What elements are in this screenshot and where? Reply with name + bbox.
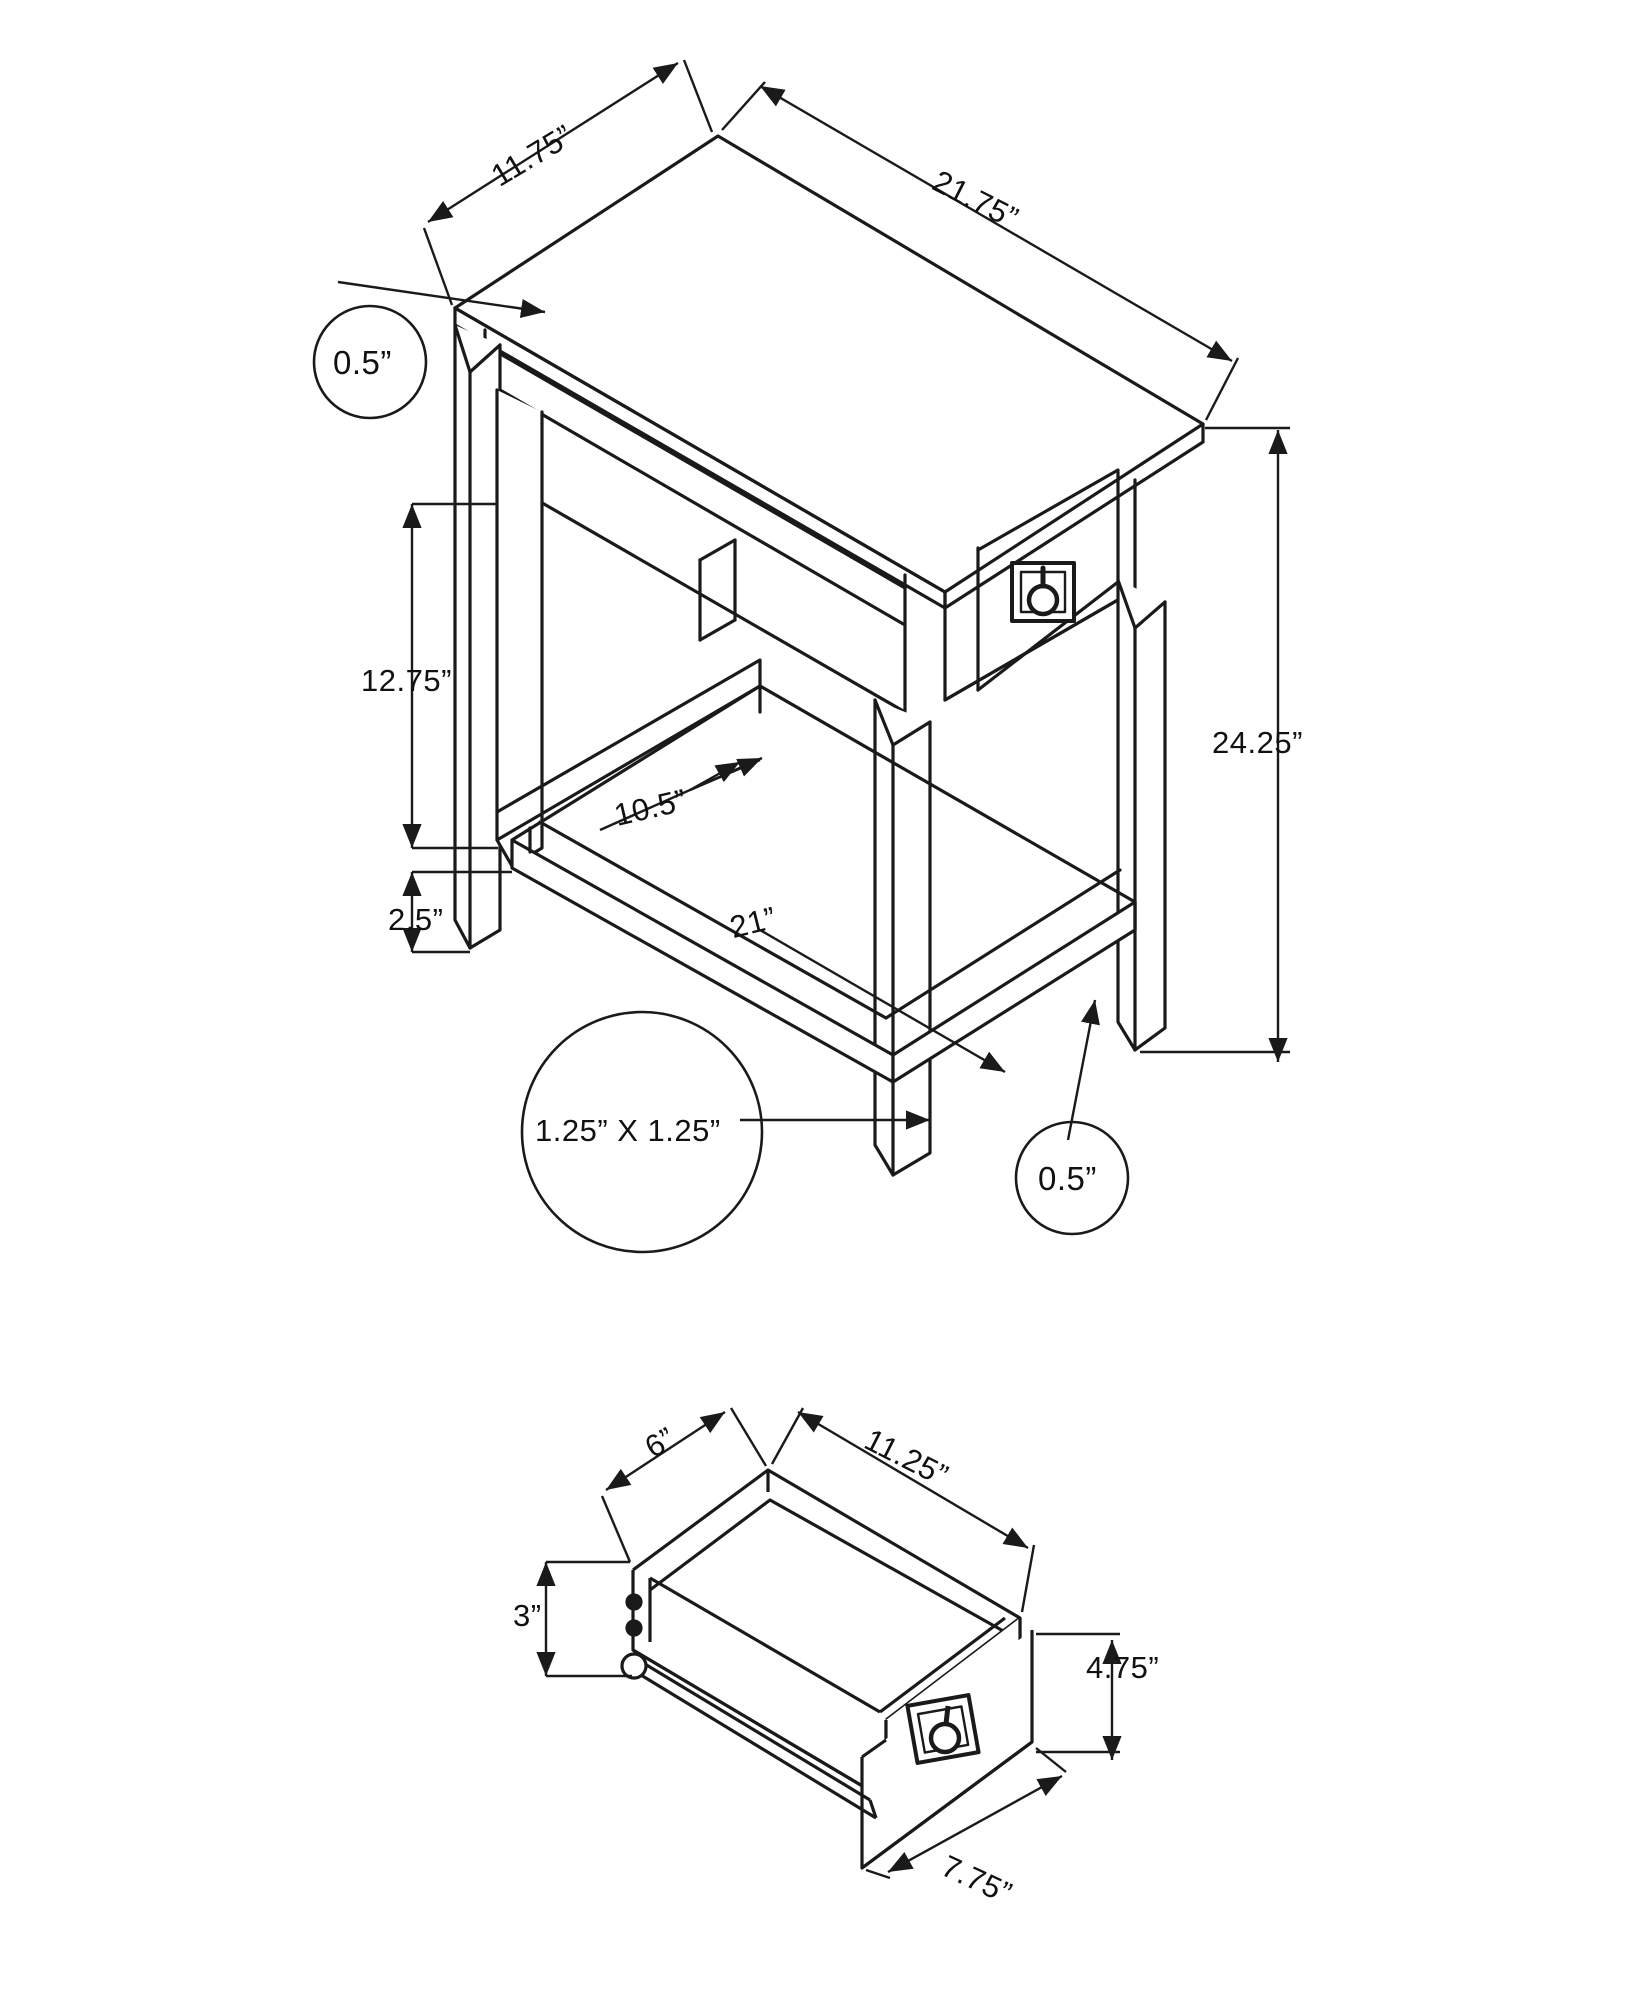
dimension-label-top-thickness: 0.5” [333, 344, 392, 381]
dimension-label-width-top: 21.75” [927, 163, 1025, 236]
dimension-label-shelf-thickness: 0.5” [1038, 1160, 1097, 1197]
dimension-label-drawer-box-height: 3” [513, 1598, 542, 1633]
drawer-geometry [622, 1470, 1032, 1868]
dimension-label-shelf-depth: 10.5” [610, 782, 691, 833]
dimension-label-leg-to-shelf-height: 12.75” [361, 663, 452, 698]
dimension-label-leg-section: 1.25” X 1.25” [535, 1113, 721, 1148]
dimension-label-shelf-width: 21” [726, 899, 780, 946]
dimension-label-drawer-front-height: 4.75” [1086, 1650, 1160, 1685]
dimension-label-drawer-side-depth: 6” [638, 1420, 682, 1465]
dimension-label-overall-height: 24.25” [1212, 725, 1303, 760]
dimension-label-drawer-inner-width: 11.25” [859, 1421, 954, 1494]
dimension-label-depth-top: 11.75” [485, 117, 580, 194]
dimension-label-drawer-front-width: 7.75” [936, 1848, 1018, 1911]
dimension-label-shelf-to-floor: 2.5” [388, 902, 444, 937]
